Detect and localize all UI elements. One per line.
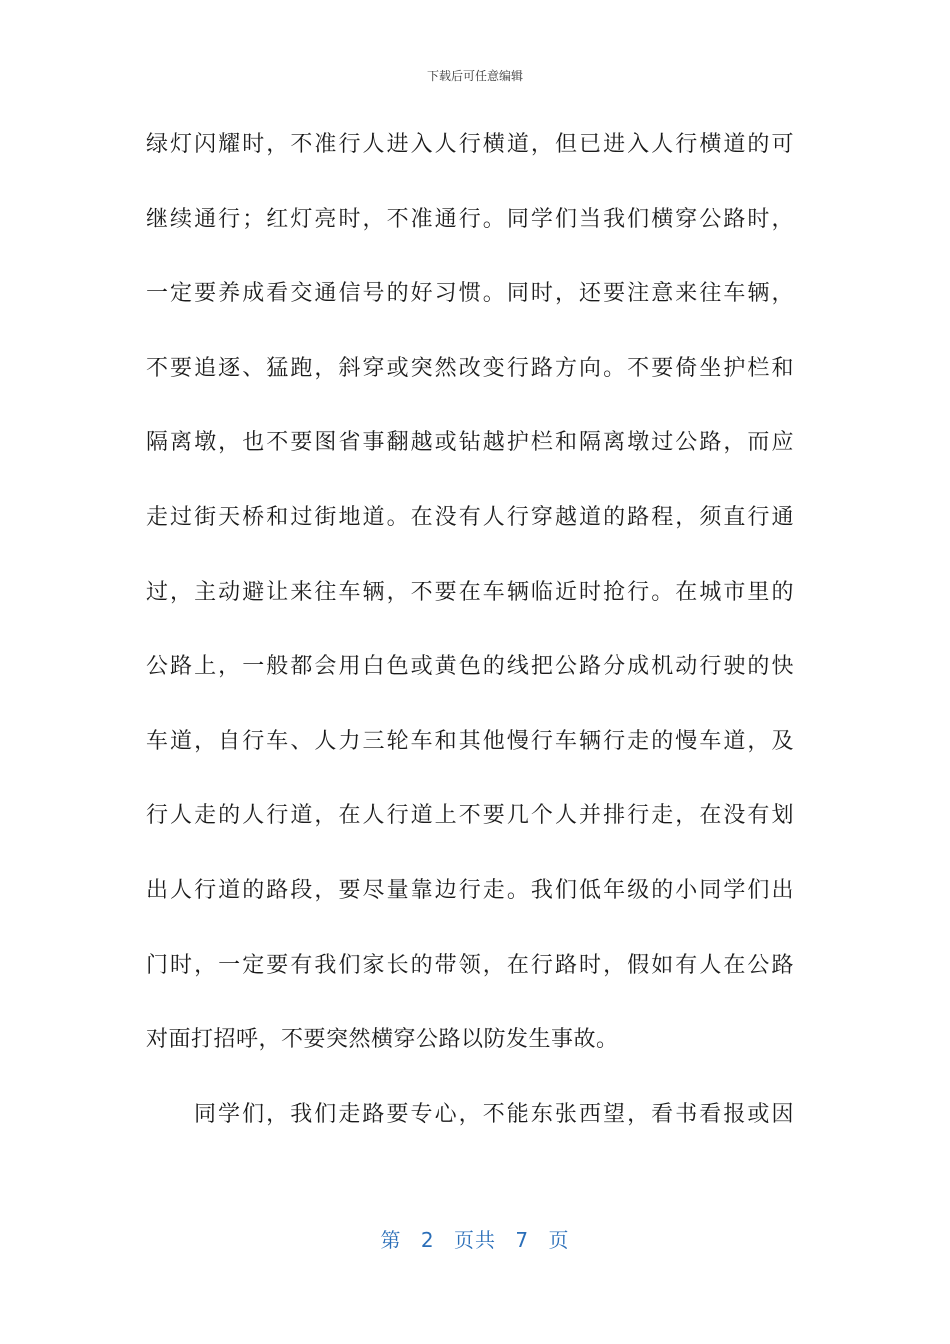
body-line-3: 一定要养成看交通信号的好习惯。同时，还要注意来往车辆，	[146, 281, 794, 307]
body-line-8: 公路上，一般都会用白色或黄色的线把公路分成机动行驶的快	[146, 654, 794, 680]
footer-suffix: 页	[548, 1228, 570, 1252]
body-line-14: 同学们，我们走路要专心，不能东张西望，看书看报或因	[194, 1101, 794, 1127]
body-line-1: 绿灯闪耀时，不准行人进入人行横道，但已进入人行横道的可	[146, 132, 794, 157]
footer-total-pages: 7	[515, 1228, 530, 1252]
body-line-12: 门时，一定要有我们家长的带领，在行路时，假如有人在公路	[146, 952, 794, 978]
body-line-10: 行人走的人行道，在人行道上不要几个人并排行走，在没有划	[146, 803, 794, 829]
body-line-9: 车道，自行车、人力三轮车和其他慢行车辆行走的慢车道，及	[146, 728, 794, 754]
footer-prefix: 第	[380, 1228, 402, 1252]
document-body	[146, 122, 794, 1166]
page-footer	[0, 1224, 950, 1253]
body-line-4: 不要追逐、猛跑，斜穿或突然改变行路方向。不要倚坐护栏和	[146, 355, 794, 381]
footer-page-number: 2	[420, 1228, 435, 1252]
body-line-7: 过，主动避让来往车辆，不要在车辆临近时抢行。在城市里的	[146, 579, 794, 605]
body-line-11: 出人行道的路段，要尽量靠边行走。我们低年级的小同学们出	[146, 877, 794, 903]
body-line-5: 隔离墩，也不要图省事翻越或钻越护栏和隔离墩过公路，而应	[146, 430, 794, 456]
footer-middle: 页共	[454, 1228, 496, 1252]
body-line-2: 继续通行；红灯亮时，不准通行。同学们当我们横穿公路时，	[146, 206, 794, 232]
header-note: 下载后可任意编辑	[426, 69, 523, 83]
body-line-6: 走过街天桥和过街地道。在没有人行穿越道的路程，须直行通	[146, 504, 794, 530]
body-line-13: 对面打招呼，不要突然横穿公路以防发生事故。	[146, 1027, 619, 1053]
